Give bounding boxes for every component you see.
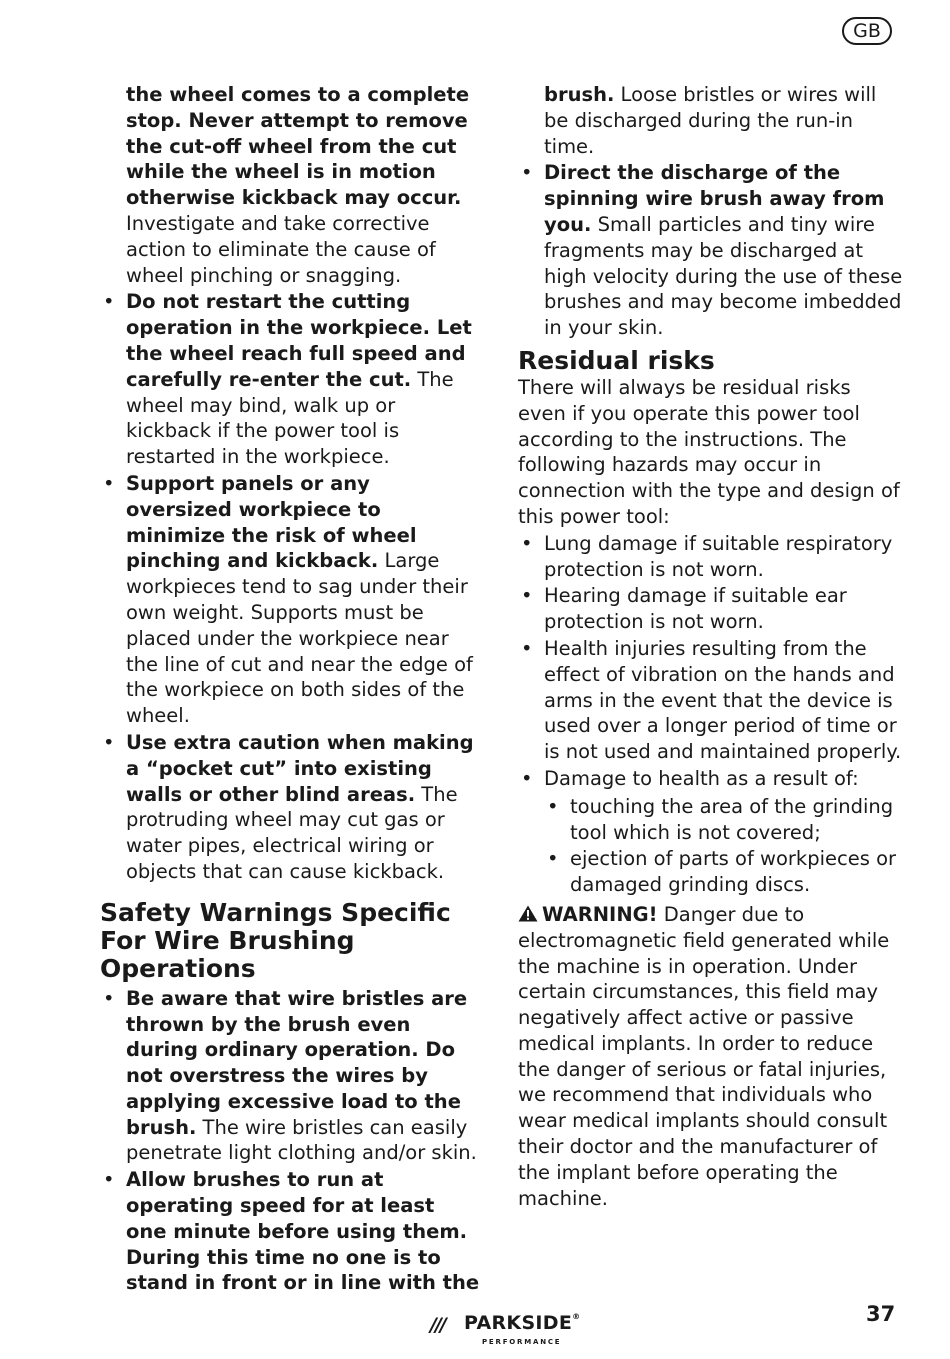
bullet-text: Large workpieces tend to sag under their own weight. Supports must be placed under the workpiece near the line of cut and near the edge of the workpiece on both sides of the wheel.: [126, 549, 473, 728]
warning-text: Danger due to electromagnetic field generated while the machine is in operation. Under certain circumstances, this field may negatively affect active or passive medical implants. In order to reduce the danger of serious or fatal injuries, we recommend that individuals who wear medical implants should consult their doctor and the manufacturer of the implant before operating the machine.: [518, 902, 890, 1210]
page-number: 37: [866, 1302, 896, 1326]
bullet-bold: Support panels or any oversized workpiece to minimize the risk of wheel pinching and kickback.: [126, 471, 417, 573]
list-item-text: Damage to health as a result of:: [544, 766, 859, 790]
bullet-bold: Direct the discharge of the spinning wire brush away from you.: [544, 161, 885, 236]
bullet-text: The protruding wheel may cut gas or water pipes, electrical wiring or objects that can cause kickback.: [126, 782, 458, 883]
warning-paragraph: [518, 902, 903, 1212]
warning-label: WARNING!: [542, 902, 658, 926]
section-heading-residual-risks: Residual risks: [518, 345, 715, 375]
bullet-text: Small particles and tiny wire fragments may be discharged at high velocity during the use of these brushes and may become imbedded in your skin.: [544, 212, 903, 340]
list-item: [100, 471, 480, 729]
logo-subtitle: PERFORMANCE: [482, 1338, 562, 1346]
residual-risks-list: [518, 531, 903, 898]
list-item: [100, 986, 480, 1167]
language-badge: GB: [842, 17, 892, 45]
continued-paragraph: [100, 82, 480, 288]
left-column: [100, 82, 480, 1296]
list-item: • Lung damage if suitable respiratory protection is not worn.: [518, 531, 903, 583]
continued-paragraph: [518, 82, 903, 159]
bullet-text: The wheel may bind, walk up or kickback if the power tool is restarted in the workpiece.: [126, 367, 454, 469]
continued-bold: brush.: [544, 83, 615, 106]
wire-brush-warnings-list: [100, 986, 480, 1297]
bullet-bold: Use extra caution when making a “pocket cut” into existing walls or other blind areas.: [126, 730, 474, 806]
continued-bold: the wheel comes to a complete stop. Never attempt to remove the cut-off wheel from the cut while the wheel is in motion otherwise kickback may occur.: [126, 83, 470, 210]
right-column: [518, 82, 903, 1211]
logo-registered-mark: ®: [572, 1312, 581, 1321]
continued-text: Loose bristles or wires will be discharged during the run-in time.: [544, 83, 877, 158]
logo-slashes: ///: [430, 1314, 445, 1336]
list-item: [100, 289, 480, 470]
sub-list-item: • touching the area of the grinding tool which is not covered;: [544, 794, 903, 846]
logo-name-text: PARKSIDE: [464, 1312, 573, 1334]
list-item: [518, 766, 903, 898]
section-heading-wire-brushing: Safety Warnings Specific For Wire Brushing Operations: [100, 897, 451, 983]
continued-text: Investigate and take corrective action to eliminate the cause of wheel pinching or snagging.: [126, 211, 436, 287]
parkside-logo: [430, 1310, 580, 1348]
bullet-bold: Allow brushes to run at operating speed for at least one minute before using them. During this time no one is to stand in front or in line with the: [126, 1168, 480, 1295]
bullet-text: The wire bristles can easily penetrate light clothing and/or skin.: [126, 1115, 477, 1165]
list-item: • Hearing damage if suitable ear protection is not worn.: [518, 583, 903, 635]
list-item: [100, 1167, 480, 1296]
residual-risks-intro: There will always be residual risks even if you operate this power tool according to the instructions. The following hazards may occur in connection with the type and design of this power tool:: [518, 375, 900, 528]
bullet-bold: Do not restart the cutting operation in the workpiece. Let the wheel reach full speed and carefully re-enter the cut.: [126, 290, 472, 391]
warning-triangle-icon: [518, 905, 538, 922]
list-item: • Health injuries resulting from the effect of vibration on the hands and arms in the event that the device is used over a longer period of time or is not used and maintained properly.: [518, 636, 903, 765]
discharge-warning-list: [518, 160, 903, 341]
sub-risks-list: [544, 794, 903, 898]
list-item: [100, 730, 480, 885]
sub-list-item: • ejection of parts of workpieces or damaged grinding discs.: [544, 846, 903, 898]
cutting-warnings-list: [100, 289, 480, 884]
logo-name: [464, 1312, 580, 1334]
list-item: [518, 160, 903, 341]
bullet-bold: Be aware that wire bristles are thrown by the brush even during ordinary operation. Do not overstress the wires by applying excessive load to the brush.: [126, 986, 468, 1139]
